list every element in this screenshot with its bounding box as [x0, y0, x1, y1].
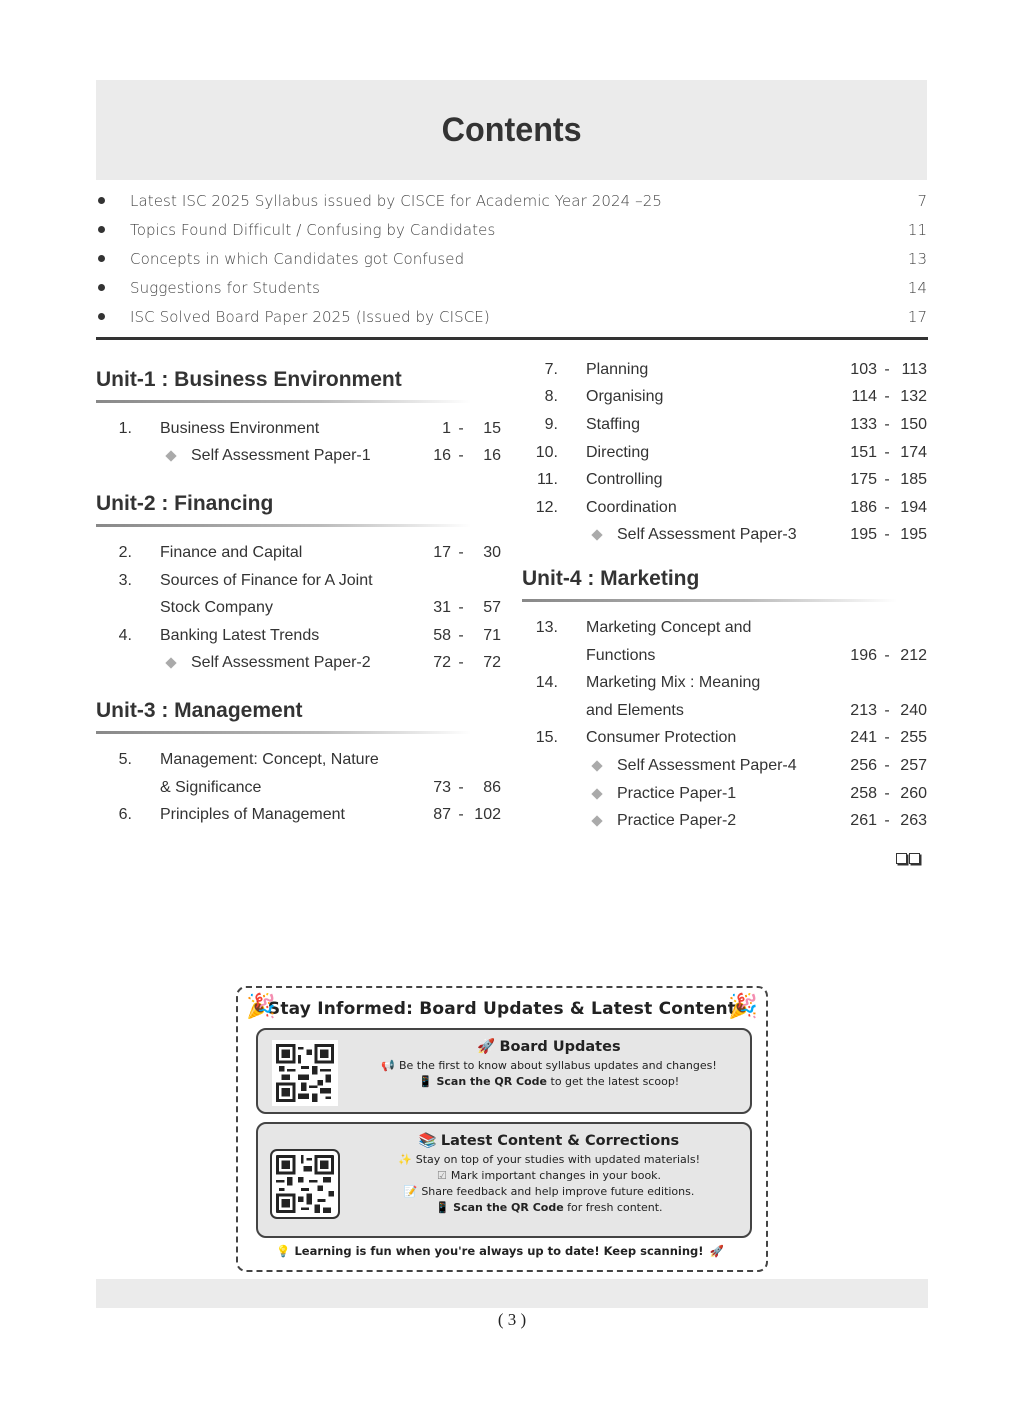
page-separator: - — [884, 756, 890, 774]
diamond-bullet-icon — [165, 658, 176, 669]
page-number: ( 3 ) — [497, 1310, 527, 1329]
chapter-title: Business Environment — [160, 419, 320, 437]
page-from: 114 — [851, 388, 877, 406]
page-separator: - — [884, 498, 890, 516]
phone-icon: 📱 — [435, 1201, 450, 1214]
stay-informed-box — [236, 986, 768, 1272]
chapter-title: Finance and Capital — [160, 543, 303, 561]
intro-item[interactable] — [96, 215, 927, 244]
page-to: 255 — [900, 729, 927, 747]
qr-code-board-updates[interactable] — [272, 1040, 338, 1106]
toc-entry[interactable] — [522, 494, 927, 522]
paper-title: Practice Paper-2 — [617, 812, 737, 830]
qr-code-latest-content[interactable] — [270, 1149, 340, 1219]
page-to: 57 — [483, 599, 501, 617]
party-popper-icon: 🎉 — [728, 992, 758, 1020]
toc-entry[interactable] — [522, 384, 927, 412]
checkbox-icon: ☑ — [436, 1169, 447, 1182]
toc-entry[interactable] — [96, 622, 501, 650]
toc-entry[interactable] — [96, 415, 501, 443]
intro-item-text: Topics Found Difficult / Confusing by Candidates — [130, 220, 496, 239]
end-of-section-mark — [896, 853, 920, 864]
intro-item-text: ISC Solved Board Paper 2025 (Issued by CISCE) — [130, 307, 490, 326]
toc-entry-continued[interactable] — [522, 697, 927, 725]
pencil-icon: 📝 — [403, 1185, 418, 1198]
lightbulb-icon: 💡 — [276, 1244, 291, 1258]
toc-entry[interactable] — [522, 725, 927, 753]
rocket-icon: 🚀 — [477, 1039, 496, 1055]
chapter-title: Sources of Finance for A Joint — [160, 571, 373, 589]
intro-item[interactable] — [96, 302, 927, 331]
toc-right-column — [522, 356, 927, 835]
latest-content-card — [256, 1122, 752, 1238]
page-from: 1 — [442, 419, 451, 437]
page-separator: - — [458, 419, 464, 437]
page-separator: - — [884, 729, 890, 747]
card-text-bold: Scan the QR Code — [436, 1075, 548, 1088]
card-text: for fresh content. — [563, 1201, 663, 1214]
page-to: 260 — [900, 784, 927, 802]
card-heading: Board Updates — [499, 1039, 621, 1055]
promo-title: Stay Informed: Board Updates & Latest Content — [267, 999, 737, 1019]
page-to: 263 — [900, 812, 927, 830]
page-from: 213 — [850, 701, 877, 719]
page-to: 72 — [483, 654, 501, 672]
square-icon — [909, 853, 920, 864]
page-to: 150 — [900, 415, 927, 433]
card-heading: Latest Content & Corrections — [440, 1133, 680, 1149]
page-from: 16 — [433, 447, 451, 465]
page-separator: - — [458, 778, 464, 796]
page-from: 73 — [433, 778, 451, 796]
chapter-number: 10. — [535, 443, 558, 461]
toc-entry[interactable] — [96, 801, 501, 829]
board-updates-card — [256, 1028, 752, 1114]
page-separator: - — [884, 812, 890, 830]
sparkles-icon: ✨ — [398, 1153, 412, 1166]
chapter-number: 6. — [118, 806, 132, 824]
page-from: 58 — [433, 626, 451, 644]
page-to: 102 — [474, 806, 501, 824]
toc-entry[interactable] — [522, 669, 927, 697]
unit-heading: Unit-1 : Business Environment — [96, 368, 402, 391]
page-from: 17 — [433, 543, 451, 561]
chapter-number: 13. — [535, 618, 558, 636]
megaphone-icon: 📢 — [381, 1059, 395, 1072]
toc-entry[interactable] — [96, 443, 501, 471]
section-divider — [96, 337, 928, 340]
page-separator: - — [884, 443, 890, 461]
chapter-number: 8. — [544, 388, 558, 406]
page-to: 174 — [900, 443, 927, 461]
chapter-title: Management: Concept, Nature — [160, 750, 379, 768]
bullet-icon — [98, 284, 105, 291]
intro-item-page: 14 — [907, 278, 927, 297]
toc-entry-continued[interactable] — [96, 594, 501, 622]
chapter-number: 11. — [536, 471, 558, 489]
intro-item[interactable] — [96, 186, 927, 215]
diamond-bullet-icon — [591, 788, 602, 799]
chapter-title-continued: Functions — [586, 646, 656, 664]
page-separator: - — [884, 646, 890, 664]
toc-left-column — [96, 350, 501, 829]
chapter-title: Controlling — [586, 471, 663, 489]
page-to: 240 — [900, 701, 927, 719]
page-from: 103 — [850, 360, 877, 378]
chapter-title: Marketing Mix : Meaning — [586, 674, 761, 692]
unit-underline — [96, 731, 471, 734]
page-to: 15 — [483, 419, 501, 437]
page-to: 185 — [900, 471, 927, 489]
toc-entry[interactable] — [522, 752, 927, 780]
page-title: Contents — [441, 110, 582, 149]
unit-underline — [96, 400, 471, 403]
chapter-number: 3. — [118, 571, 132, 589]
page-from: 195 — [850, 526, 877, 544]
bullet-icon — [98, 313, 105, 320]
page-from: 186 — [850, 498, 877, 516]
intro-item[interactable] — [96, 244, 927, 273]
page-from: 258 — [850, 784, 877, 802]
toc-entry[interactable] — [522, 614, 927, 642]
intro-item-page: 11 — [907, 220, 927, 239]
page-separator: - — [458, 447, 464, 465]
chapter-number: 1. — [118, 419, 132, 437]
chapter-title-continued: & Significance — [160, 778, 262, 796]
chapter-title: Coordination — [586, 498, 677, 516]
toc-entry[interactable] — [522, 439, 927, 467]
page-to: 86 — [483, 778, 501, 796]
contents-header-band — [96, 80, 927, 180]
card-text: Be the first to know about syllabus updates and changes! — [398, 1059, 717, 1072]
paper-title: Self Assessment Paper-2 — [191, 654, 371, 672]
chapter-number: 7. — [544, 360, 558, 378]
page-separator: - — [458, 599, 464, 617]
bullet-icon — [98, 226, 105, 233]
chapter-title: Organising — [586, 388, 664, 406]
chapter-title: Planning — [586, 360, 649, 378]
page-separator: - — [884, 471, 890, 489]
toc-entry[interactable] — [522, 411, 927, 439]
unit-heading: Unit-3 : Management — [96, 699, 303, 723]
page-separator: - — [458, 654, 464, 672]
chapter-number: 9. — [544, 415, 558, 433]
toc-entry[interactable] — [96, 746, 501, 774]
intro-item-text: Concepts in which Candidates got Confused — [130, 249, 465, 268]
intro-item-text: Suggestions for Students — [130, 278, 321, 297]
chapter-title-continued: Stock Company — [160, 599, 273, 617]
page-separator: - — [884, 360, 890, 378]
intro-item[interactable] — [96, 273, 927, 302]
page-from: 196 — [850, 646, 877, 664]
intro-list — [96, 186, 927, 331]
page-from: 256 — [850, 756, 877, 774]
promo-footer — [238, 1244, 766, 1258]
page-separator: - — [458, 543, 464, 561]
chapter-title: Directing — [586, 443, 650, 461]
page-separator: - — [458, 806, 464, 824]
unit-underline — [96, 524, 471, 527]
page-to: 212 — [900, 646, 927, 664]
paper-title: Self Assessment Paper-1 — [191, 447, 371, 465]
diamond-bullet-icon — [165, 451, 176, 462]
square-icon — [896, 853, 907, 864]
card-text: Mark important changes in your book. — [450, 1169, 662, 1182]
chapter-title-continued: and Elements — [586, 701, 684, 719]
card-text-bold: Scan the QR Code — [453, 1201, 564, 1214]
toc-entry[interactable] — [522, 780, 927, 808]
toc-entry[interactable] — [96, 567, 501, 595]
page-from: 261 — [850, 812, 877, 830]
page-from: 133 — [850, 415, 877, 433]
footer-band — [96, 1279, 928, 1308]
page-to: 195 — [900, 526, 927, 544]
chapter-number: 2. — [118, 543, 132, 561]
intro-item-page: 17 — [907, 307, 927, 326]
chapter-number: 15. — [535, 729, 558, 747]
books-icon: 📚 — [418, 1133, 437, 1149]
page-to: 132 — [900, 388, 927, 406]
page-to: 30 — [483, 543, 501, 561]
diamond-bullet-icon — [591, 530, 602, 541]
bullet-icon — [98, 255, 105, 262]
chapter-title: Banking Latest Trends — [160, 626, 320, 644]
chapter-title: Principles of Management — [160, 806, 345, 824]
page-separator: - — [884, 415, 890, 433]
page-from: 87 — [433, 806, 451, 824]
paper-title: Practice Paper-1 — [617, 784, 737, 802]
page-from: 175 — [850, 471, 877, 489]
toc-entry[interactable] — [522, 356, 927, 384]
card-text: Share feedback and help improve future editions. — [421, 1185, 695, 1198]
chapter-title: Staffing — [586, 415, 640, 433]
chapter-title: Consumer Protection — [586, 729, 737, 747]
toc-entry[interactable] — [522, 522, 927, 550]
page-separator: - — [884, 388, 890, 406]
page-to: 71 — [483, 626, 501, 644]
chapter-number: 5. — [118, 750, 132, 768]
paper-title: Self Assessment Paper-4 — [617, 756, 797, 774]
page-separator: - — [458, 626, 464, 644]
page-separator: - — [884, 526, 890, 544]
unit-underline — [522, 599, 897, 602]
page-to: 16 — [483, 447, 501, 465]
toc-entry[interactable] — [522, 466, 927, 494]
page-separator: - — [884, 784, 890, 802]
unit-heading: Unit-4 : Marketing — [522, 567, 700, 591]
toc-entry[interactable] — [96, 539, 501, 567]
chapter-title: Marketing Concept and — [586, 618, 752, 636]
promo-footer-text: Learning is fun when you're always up to date! Keep scanning! — [294, 1244, 704, 1258]
page-to: 257 — [900, 756, 927, 774]
party-popper-icon: 🎉 — [246, 992, 276, 1020]
rocket-icon: 🚀 — [709, 1244, 724, 1258]
diamond-bullet-icon — [591, 815, 602, 826]
unit-heading: Unit-2 : Financing — [96, 492, 274, 516]
chapter-number: 14. — [535, 674, 558, 692]
page-from: 241 — [850, 729, 877, 747]
paper-title: Self Assessment Paper-3 — [617, 526, 797, 544]
page-separator: - — [884, 701, 890, 719]
toc-entry-continued[interactable] — [522, 642, 927, 670]
intro-item-page: 13 — [907, 249, 927, 268]
card-text: to get the latest scoop! — [547, 1075, 680, 1088]
toc-entry[interactable] — [522, 807, 927, 835]
intro-item-page: 7 — [917, 191, 927, 210]
page-to: 194 — [900, 498, 927, 516]
diamond-bullet-icon — [591, 760, 602, 771]
toc-entry[interactable] — [96, 650, 501, 678]
page-from: 151 — [850, 443, 877, 461]
page-from: 72 — [433, 654, 451, 672]
phone-icon: 📱 — [418, 1075, 433, 1088]
intro-item-text: Latest ISC 2025 Syllabus issued by CISCE for Academic Year 2024 –25 — [130, 191, 663, 210]
chapter-number: 4. — [118, 626, 132, 644]
chapter-number: 12. — [535, 498, 558, 516]
card-text: Stay on top of your studies with updated materials! — [415, 1153, 700, 1166]
page-to: 113 — [901, 360, 927, 378]
bullet-icon — [98, 197, 105, 204]
page-from: 31 — [433, 599, 451, 617]
toc-entry-continued[interactable] — [96, 774, 501, 802]
